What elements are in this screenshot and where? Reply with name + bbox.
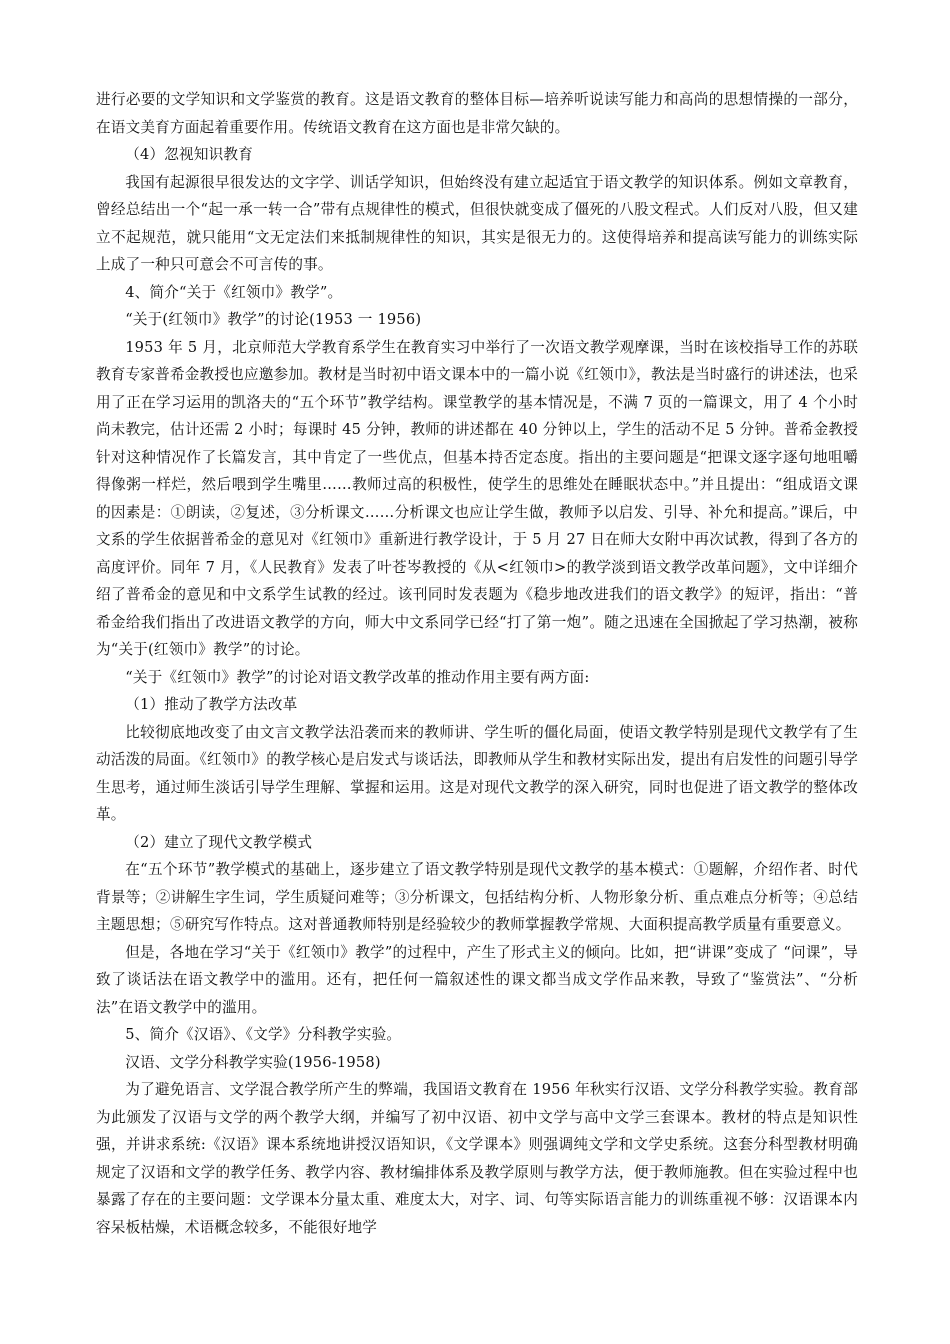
- paragraph-experiment: 为了避免语言、文学混合教学所产生的弊端，我国语文教育在 1956 年秋实行汉语、文学分科教学实验。教育部为此颁发了汉语与文学的两个教学大纲，并编写了初中汉语、初中文学与高中文学三套课本。教材的特点是知识性强，并讲求系统:《汉语》课本系统地讲授汉语知识，《文学课本》则强调纯文学和文学史系统。这套分科型教材明确规定了汉语和文学的教学任务、教学内容、教材编排体系及教学原则与教学方法，便于教师施教。但在实验过程中也暴露了存在的主要问题：文学课本分量太重、难度太大，对字、词、句等实际语言能力的训练重视不够：汉语课本内容呆板枯燥，术语概念较多，不能很好地学: [96, 1081, 858, 1236]
- paragraph-teaching-model: 在“五个环节”教学模式的基础上，逐步建立了语文教学特别是现代文教学的基本模式：①题解，介绍作者、时代背景等；②讲解生字生词，学生质疑问难等；③分析课文，包括结构分析、人物形象分析、重点难点分析等；④总结主题思想；⑤研究写作特点。这对普通教师特别是经验较少的教师掌握教学常规、大面积提高教学质量有重要意义。: [96, 861, 858, 933]
- paragraph-method-reform: 比较彻底地改变了由文言文教学法沿袭而来的教师讲、学生听的僵化局面，使语文教学特别是现代文教学有了生动活泼的局面。《红领巾》的教学核心是启发式与谈话法，即教师从学生和教材实际出发，提出有启发性的问题引导学生思考，通过师生淡话引导学生理解、掌握和运用。这是对现代文教学的深入研究，同时也促进了语文教学的整体改革。: [96, 723, 858, 823]
- subheading-experiment-period: 汉语、文学分科教学实验(1956-1958): [125, 1053, 381, 1071]
- paragraph-knowledge-system: 我国有起源很早很发达的文字学、训话学知识，但始终没有建立起适宜于语文教学的知识体系。例如文章教育，曾经总结出一个“起一承一转一合”带有点规律性的模式，但很快就变成了僵死的八股文程式。人们反对八股，但又建立不起规范，就只能用“文无定法们来抵制规律性的知识，其实是很无力的。这使得培养和提高读写能力的训练实际上成了一种只可意会不可言传的事。: [96, 173, 858, 273]
- heading-neglect-knowledge: （4）忽视知识教育: [125, 146, 254, 163]
- heading-method-reform: （1）推动了教学方法改革: [125, 696, 298, 713]
- heading-separate-subjects: 5、简介《汉语》、《文学》分科教学实验。: [125, 1026, 402, 1043]
- paragraph-impact-intro: “关于《红领巾》教学”的讨论对语文教学改革的推动作用主要有两方面:: [125, 668, 590, 686]
- heading-red-scarf-intro: 4、简介“关于《红领巾》教学”。: [125, 283, 343, 301]
- paragraph-aesthetic-education: 进行必要的文学知识和文学鉴赏的教育。这是语文教育的整体目标—培养听说读写能力和高尚的思想情操的一部分，在语文美育方面起着重要作用。传统语文教育在这方面也是非常欠缺的。: [96, 91, 858, 136]
- paragraph-red-scarf-history: 1953 年 5 月，北京师范大学教育系学生在教育实习中举行了一次语文教学观摩课，当时在该校指导工作的苏联教育专家普希金教授也应邀参加。教材是当时初中语文课本中的一篇小说《红领巾》，教法是当时盛行的讲述法，也采用了正在学习运用的凯洛夫的“五个环节”教学结构。课堂教学的基本情况是，不满 7 页的一篇课文，用了 4 个小时尚未教完，估计还需 2 小时；每课时 45 分钟，教师的讲述都在 40 分钟以上，学生的活动不足 5 分钟。普希金教授针对这种情况作了长篇发言，其中肯定了一些优点，但基本持否定态度。指出的主要问题是“把课文逐字逐句地咀嚼得像粥一样烂，然后喂到学生嘴里……教师过高的积极性，使学生的思维处在睡眠状态中。”并且提出：“组成语文课的因素是：①朗读，②复述，③分析课文……分析课文也应让学生做，教师予以启发、引导、补允和提高。”课后，中文系的学生依据普希金的意见对《红领巾》重新进行教学设计，于 5 月 27 日在师大女附中再次试教，得到了各方的高度评价。同年 7 月，《人民教育》发表了叶苍岑教授的《从<红领巾>的教学淡到语文教学改革问题》，文中详细介绍了普希金的意见和中文系学生试教的经过。该刊同时发表题为《稳步地改进我们的语文教学》的短评，指出：“普希金给我们指出了改进语文教学的方向，师大中文系同学已经“打了第一炮”。随之迅速在全国掀起了学习热潮，被称为“关于(红领巾》教学”的讨论。: [96, 338, 858, 658]
- subheading-red-scarf-discussion: “关于(红领巾》教学”的讨论(1953 一 1956): [125, 311, 422, 328]
- heading-teaching-model: （2）建立了现代文教学模式: [125, 833, 313, 851]
- document-page: [96, 86, 858, 1241]
- paragraph-formalism: 但是，各地在学习“关于《红领巾》教学”的过程中，产生了形式主义的倾向。比如，把“讲课”变成了 “问课”，导致了谈话法在语文教学中的滥用。还有，把任何一篇叙述性的课文都当成文学作品来教，导致了“鉴赏法”、“分析法”在语文教学中的滥用。: [96, 943, 858, 1016]
